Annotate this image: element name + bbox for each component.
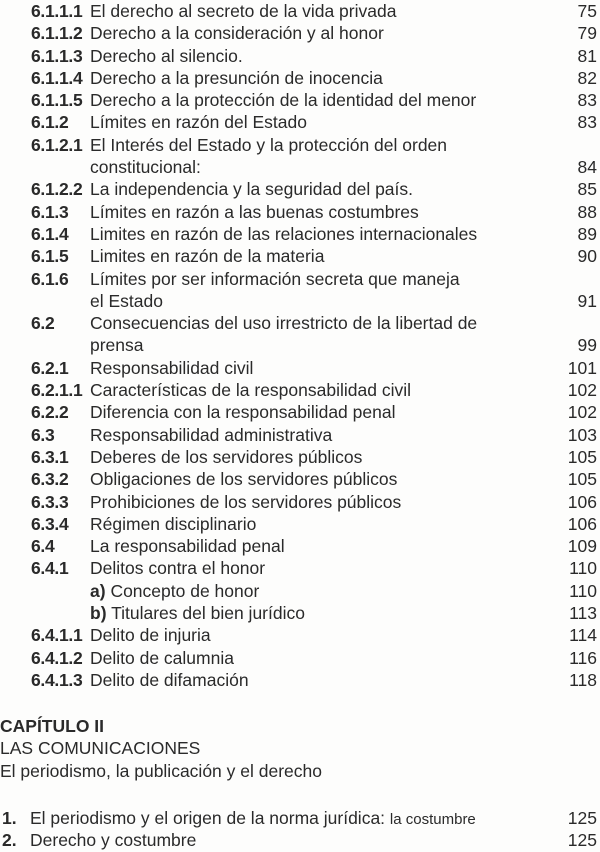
toc-entry [0,178,600,200]
chapter-item-title-small: la costumbre [389,811,476,828]
toc-entry-page: 113 [569,603,597,624]
toc-entry-page: 83 [577,112,597,133]
toc-entry-number: 6.1.2.2 [31,179,83,200]
toc-entry-title: Derecho al silencio. [90,45,243,66]
toc-entry-title: Límites por ser información secreta que maneja [90,268,460,289]
toc-entry [0,67,600,89]
toc-entry-text [90,602,305,624]
toc-entry [0,491,600,513]
toc-entry-page: 79 [577,23,597,44]
toc-entry-number: 6.3.2 [31,469,69,490]
toc-entry [0,424,600,446]
toc-entry-page: 110 [569,580,597,601]
toc-entry-title-cont: constitucional: [90,157,201,178]
toc-entry-label: b) [90,603,107,624]
toc-entry-title: La responsabilidad penal [90,536,285,557]
toc-entry-title: Delito de difamación [90,669,249,690]
toc-entry [0,624,600,646]
toc-entry-title: Derecho a la presunción de inocencia [90,67,383,88]
toc-entry-title: La independencia y la seguridad del país. [90,179,414,200]
toc-entry-number: 6.4.1.3 [31,669,83,690]
toc-entry-number: 6.2.1 [31,357,69,378]
toc-entry [0,379,600,401]
toc-entry-number: 6.1.5 [31,246,69,267]
toc-entry-page: 85 [577,179,597,200]
toc-entry [0,468,600,490]
toc-entry-number: 6.1.1.5 [31,90,83,111]
chapter-item-title: El periodismo y el origen de la norma jurídica: [30,808,390,828]
toc-entry-number: 6.1.1.1 [31,1,83,21]
toc-entry-page: 101 [567,357,597,378]
toc-entry-page: 90 [577,246,597,267]
toc-entry [0,111,600,133]
toc-entry-title: Delito de injuria [90,625,211,646]
toc-entry-number: 6.1.2.1 [31,134,83,155]
toc-entry-title: Deberes de los servidores públicos [90,446,363,467]
toc-entry-number: 6.1.2 [31,112,69,133]
toc-entry-title: Obligaciones de los servidores públicos [90,469,398,490]
chapter-item [0,807,600,829]
toc-entry [0,245,600,267]
toc-entry-page: 88 [577,201,597,222]
toc-entry [0,312,600,334]
toc-entry-continuation [0,290,600,312]
toc-entry-title: El Interés del Estado y la protección del orden [90,134,448,155]
toc-entry-page: 110 [569,558,597,579]
toc-entry-page: 91 [577,290,597,311]
chapter-description: El periodismo, la publicación y el derecho [0,760,322,781]
toc-entry-number: 6.4 [31,536,55,557]
toc-entry-title: Características de la responsabilidad civil [90,380,411,401]
toc-entry-title: Diferencia con la responsabilidad penal [90,402,396,423]
toc-entry-number: 6.3.3 [31,491,69,512]
chapter-item-page: 125 [567,808,597,828]
toc-entry-page: 106 [567,491,597,512]
toc-entry [0,134,600,156]
toc-entry-page: 84 [577,157,597,178]
chapter-item-text [30,829,196,851]
toc-entry [0,0,600,22]
toc-entry-page: 103 [567,424,597,445]
toc-entry-number: 6.2.2 [31,402,69,423]
toc-entry-page: 116 [569,647,597,668]
toc-entry-page: 83 [577,90,597,111]
toc-entry-number: 6.1.3 [31,201,69,222]
toc-entry-title: Régimen disciplinario [90,513,257,534]
toc-entry-title: Consecuencias del uso irrestricto de la libertad de [90,313,478,334]
toc-entry-title-cont: prensa [90,335,144,356]
toc-entry-page: 102 [567,402,597,423]
toc-entry-title: Limites en razón de las relaciones internacionales [90,223,478,244]
toc-entry-continuation [0,156,600,178]
toc-entry-number: 6.1.4 [31,223,69,244]
toc-entry-number: 6.3.4 [31,513,69,534]
toc-entry-number: 6.2.1.1 [31,380,83,401]
toc-entry-title: Límites en razón a las buenas costumbres [90,201,419,222]
chapter-item [0,829,600,851]
chapter-item-number: 1. [2,808,17,828]
toc-entry-number: 6.3 [31,424,55,445]
toc-entry-title: Concepto de honor [110,580,260,601]
toc-entry-page: 105 [567,446,597,467]
toc-entry [0,223,600,245]
toc-entry-title: Prohibiciones de los servidores públicos [90,491,402,512]
toc-entry-page: 99 [577,335,597,356]
toc-entry-number: 6.4.1.2 [31,647,83,668]
toc-entry-page: 102 [567,380,597,401]
toc-entry-continuation [0,334,600,356]
toc-entry-title: Responsabilidad administrativa [90,424,333,445]
chapter-subtitle: LAS COMUNICACIONES [0,738,201,759]
toc-entry-page: 81 [577,45,597,66]
toc-entry-page: 109 [567,536,597,557]
toc-entry-title: Delitos contra el honor [90,558,266,579]
chapter-heading [0,715,600,782]
toc-entry [0,45,600,67]
toc-entry-number: 6.1.1.4 [31,67,83,88]
toc-entry-title: El derecho al secreto de la vida privada [90,1,397,21]
toc-entry-page: 114 [569,625,597,646]
toc-entry [0,89,600,111]
toc-entry-number: 6.1.6 [31,268,69,289]
toc-entry [0,446,600,468]
toc-entry-page: 75 [577,1,597,21]
chapter-item-number: 2. [2,830,17,851]
toc-entry [0,357,600,379]
toc-entry [0,580,600,602]
chapter-title: CAPÍTULO II [0,716,105,736]
toc-entry [0,557,600,579]
chapter-item-page: 125 [567,830,597,851]
toc-entry-page: 118 [569,669,597,690]
toc-entry-text [90,580,259,602]
toc-entry [0,401,600,423]
toc-entry-number: 6.1.1.3 [31,45,83,66]
toc-entry-title: Delito de calumnia [90,647,234,668]
toc-entry-title: Titulares del bien jurídico [111,603,305,624]
toc-entry-page: 82 [577,67,597,88]
toc-entry-number: 6.4.1 [31,558,69,579]
toc-entry [0,602,600,624]
toc-entry [0,201,600,223]
toc-entry-label: a) [90,580,106,601]
toc-entry [0,535,600,557]
toc-entry-number: 6.3.1 [31,446,69,467]
toc-entry-title: Derecho a la protección de la identidad del menor [90,90,477,111]
toc-entry-title-cont: el Estado [90,290,163,311]
chapter-item-text [30,807,476,831]
toc-entry-number: 6.1.1.2 [31,23,83,44]
toc-entry-title: Limites en razón de la materia [90,246,325,267]
toc-entry [0,669,600,691]
chapter-items [0,807,600,852]
toc-entry-number: 6.4.1.1 [31,625,83,646]
toc-entry [0,22,600,44]
chapter-item-title: Derecho y costumbre [30,830,197,851]
toc-entry-title: Límites en razón del Estado [90,112,307,133]
toc-entry-title: Responsabilidad civil [90,357,254,378]
toc-entry-page: 105 [567,469,597,490]
toc-entry [0,513,600,535]
toc-entry [0,647,600,669]
toc-entry [0,268,600,290]
toc-entry-page: 89 [577,223,597,244]
toc-entry-page: 106 [567,513,597,534]
toc-entry-title: Derecho a la consideración y al honor [90,23,384,44]
toc-entry-number: 6.2 [31,313,55,334]
